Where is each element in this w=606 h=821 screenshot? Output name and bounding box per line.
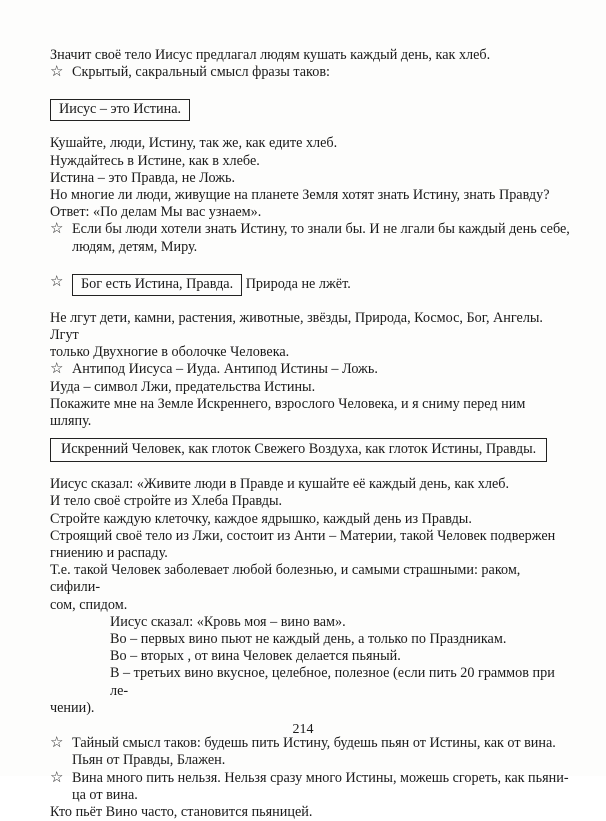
boxed-statement: Иисус – это Истина. [50,99,190,121]
page-content [50,47,570,821]
star-icon: ☆ [50,769,64,786]
paragraph [72,221,570,255]
paragraph: Покажите мне на Земле Искреннего, взрослого Человека, и я сниму перед ним шляпу. [50,395,526,430]
paragraph: Во – вторых , от вина Человек делается пьяный. [110,648,401,665]
paragraph-line: Если бы люди хотели знать Истину, то знали бы. И не лгали бы каждый день себе, [72,221,570,238]
paragraph-line: Пьян от Правды, Блажен. [72,752,226,769]
paragraph: Значит своё тело Иисус предлагал людям кушать каждый день, как хлеб. [50,47,491,63]
paragraph-line: сом, спидом. [50,596,128,613]
star-icon: ☆ [50,361,64,378]
paragraph: Иисус сказал: «Кровь моя – вино вам». [110,613,346,630]
paragraph-line: только Двухногие в оболочке Человека. [50,344,290,361]
paragraph: Но многие ли люди, живущие на планете Земля хотят знать Истину, знать Правду? [50,187,550,204]
paragraph-line: гниению и распаду. [50,545,168,562]
starred-paragraph [50,770,570,804]
paragraph: Нуждайтесь в Истине, как в хлебе. [50,152,260,169]
paragraph-tail: Природа не лжёт. [245,275,351,292]
paragraph-line: В – третьих вино вкусное, целебное, полезное (если пить 20 граммов при ле- [110,665,555,699]
paragraph: Во – первых вино пьют не каждый день, а только по Праздникам. [110,631,507,648]
star-icon: ☆ [50,221,64,238]
paragraph: И тело своё стройте из Хлеба Правды. [50,493,283,510]
paragraph-line: людям, детям, Миру. [72,238,198,255]
starred-paragraph [50,735,570,769]
paragraph [72,770,570,804]
paragraph [72,735,570,769]
paragraph-line: Вина много пить нельзя. Нельзя сразу много Истины, можешь сгореть, как пьяни- [72,769,569,786]
starred-paragraph [50,361,570,378]
paragraph: Скрытый, сакральный смысл фразы таков: [72,64,330,81]
paragraph: Истина – это Правда, не Ложь. [50,169,236,186]
paragraph [72,274,570,296]
paragraph-line: Тайный смысл таков: будешь пить Истину, будешь пьян от Истины, как от вина. [72,735,556,752]
paragraph-line: Т.е. такой Человек заболевает любой болезнью, и самыми страшными: раком, сифили- [50,562,521,596]
paragraph-line: Строящий своё тело из Лжи, состоит из Анти – Материи, такой Человек подвержен [50,527,556,544]
starred-paragraph [50,274,570,296]
paragraph-line: ца от вина. [72,786,138,803]
starred-paragraph [50,221,570,255]
paragraph-line: Не лгут дети, камни, растения, животные, звёзды, Природа, Космос, Бог, Ангелы. Лгут [50,309,543,344]
paragraph: Антипод Иисуса – Иуда. Антипод Истины – Ложь. [72,361,378,378]
boxed-statement: Искренний Человек, как глоток Свежего Воздуха, как глоток Истины, Правды. [50,438,547,462]
star-icon: ☆ [50,735,64,752]
paragraph: Стройте каждую клеточку, каждое ядрышко, каждый день из Правды. [50,510,472,527]
starred-paragraph [50,64,570,81]
paragraph: Иуда – символ Лжи, предательства Истины. [50,378,316,395]
paragraph-line: чении). [50,699,95,716]
star-icon: ☆ [50,273,64,290]
paragraph: Иисус сказал: «Живите люди в Правде и кушайте её каждый день, как хлеб. [50,476,510,493]
star-icon: ☆ [50,64,64,81]
paragraph: Кто пьёт Вино часто, становится пьяницей. [50,803,313,820]
boxed-statement: Бог есть Истина, Правда. [72,274,242,296]
page-number: 214 [292,722,314,737]
paragraph: Кушайте, люди, Истину, так же, как едите хлеб. [50,135,338,152]
paragraph: Ответ: «По делам Мы вас узнаем». [50,204,262,221]
